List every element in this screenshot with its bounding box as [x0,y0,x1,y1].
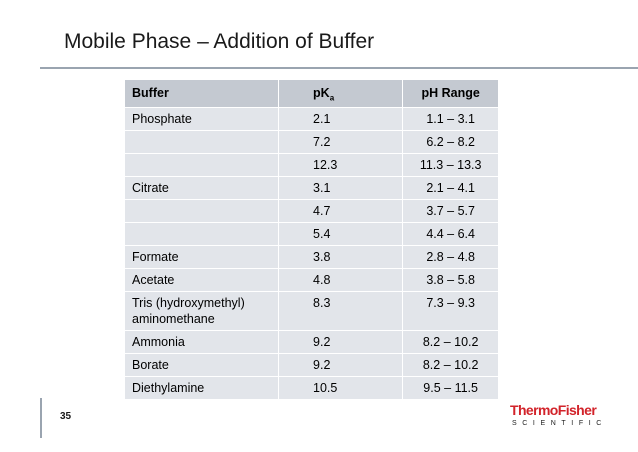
title-divider [40,67,638,69]
table-row [125,131,499,154]
cell-pka: 4.7 [279,200,403,223]
cell-buffer: Borate [125,354,279,377]
cell-pka: 5.4 [279,223,403,246]
cell-buffer: Phosphate [125,108,279,131]
cell-buffer: Tris (hydroxymethyl) aminomethane [125,292,279,331]
cell-ph-range: 8.2 – 10.2 [403,354,499,377]
cell-pka: 3.1 [279,177,403,200]
table-row [125,331,499,354]
cell-buffer: Ammonia [125,331,279,354]
table-row [125,292,499,331]
cell-ph-range: 3.8 – 5.8 [403,269,499,292]
table-row [125,377,499,400]
cell-pka: 8.3 [279,292,403,331]
header-pka-subscript: a [329,93,335,103]
footer-divider [40,398,42,438]
cell-pka: 3.8 [279,246,403,269]
logo-brand-fisher: Fisher [557,402,597,418]
table-body [125,108,499,400]
cell-buffer: Acetate [125,269,279,292]
cell-ph-range: 4.4 – 6.4 [403,223,499,246]
table-row [125,108,499,131]
cell-buffer [125,131,279,154]
cell-ph-range: 1.1 – 3.1 [403,108,499,131]
cell-buffer: Formate [125,246,279,269]
table-row [125,246,499,269]
cell-ph-range: 6.2 – 8.2 [403,131,499,154]
cell-ph-range: 8.2 – 10.2 [403,331,499,354]
cell-ph-range: 9.5 – 11.5 [403,377,499,400]
table-row [125,154,499,177]
cell-pka: 12.3 [279,154,403,177]
page-number: 35 [60,411,72,422]
table-row [125,354,499,377]
cell-pka: 2.1 [279,108,403,131]
header-ph-range: pH Range [403,80,499,108]
cell-pka: 10.5 [279,377,403,400]
cell-buffer: Citrate [125,177,279,200]
slide-title: Mobile Phase – Addition of Buffer [64,30,375,53]
thermo-fisher-logo [510,403,614,431]
cell-ph-range: 7.3 – 9.3 [403,292,499,331]
cell-buffer [125,200,279,223]
cell-pka: 4.8 [279,269,403,292]
buffer-table [125,80,499,400]
cell-buffer [125,154,279,177]
cell-buffer [125,223,279,246]
table-row [125,269,499,292]
cell-ph-range: 11.3 – 13.3 [403,154,499,177]
table-row [125,200,499,223]
cell-ph-range: 3.7 – 5.7 [403,200,499,223]
cell-pka: 9.2 [279,331,403,354]
cell-ph-range: 2.8 – 4.8 [403,246,499,269]
header-pka [279,80,403,108]
logo-brand [510,403,614,417]
cell-buffer: Diethylamine [125,377,279,400]
cell-pka: 9.2 [279,354,403,377]
logo-brand-thermo: Thermo [510,402,558,418]
header-pka-main: pK [313,86,330,100]
table-row [125,223,499,246]
table-header-row [125,80,499,108]
logo-subline: SCIENTIFIC [512,420,607,427]
cell-pka: 7.2 [279,131,403,154]
header-buffer: Buffer [125,80,279,108]
cell-ph-range: 2.1 – 4.1 [403,177,499,200]
table-row [125,177,499,200]
